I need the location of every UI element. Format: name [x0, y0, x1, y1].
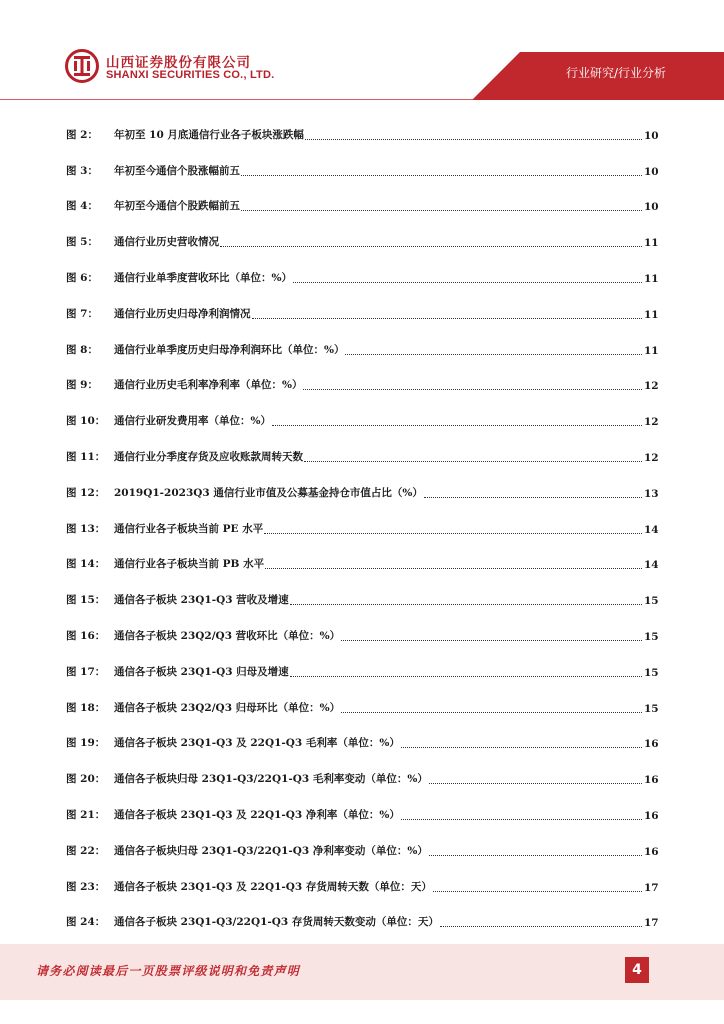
- toc-entry-title: 通信各子板块 23Q1-Q3 归母及增速: [114, 665, 289, 678]
- toc-entry[interactable]: [66, 189, 658, 225]
- toc-entry[interactable]: [66, 224, 658, 260]
- toc-entry-page: 12: [644, 416, 659, 429]
- page-header: [0, 0, 724, 100]
- toc-dot-leader: [272, 424, 642, 426]
- toc-entry-label: 图 13：: [66, 522, 106, 535]
- footer-disclaimer: 请务必阅读最后一页股票评级说明和免责声明: [36, 964, 301, 978]
- page-number: 4: [625, 957, 649, 983]
- toc-entry[interactable]: [66, 117, 658, 153]
- toc-dot-leader: [401, 746, 642, 748]
- toc-entry-label: 图 16：: [66, 629, 106, 642]
- toc-dot-leader: [424, 496, 642, 498]
- toc-entry-title: 通信行业历史归母净利润情况: [114, 307, 251, 320]
- toc-entry-page: 16: [644, 738, 659, 751]
- toc-entry-label: 图 10：: [66, 415, 106, 428]
- toc-entry-label: 图 15：: [66, 594, 106, 607]
- company-logo-icon: [65, 49, 99, 83]
- toc-entry[interactable]: [66, 260, 658, 296]
- toc-entry-page: 11: [644, 308, 659, 321]
- toc-entry-label: 图 19：: [66, 737, 106, 750]
- toc-entry-page: 11: [644, 272, 659, 285]
- toc-entry-label: 图 22：: [66, 844, 106, 857]
- toc-entry-page: 15: [644, 630, 659, 643]
- toc-entry-label: 图 14：: [66, 558, 106, 571]
- toc-entry-label: 图 4：: [66, 200, 98, 213]
- toc-dot-leader: [264, 532, 642, 534]
- toc-dot-leader: [341, 711, 642, 713]
- toc-dot-leader: [304, 460, 642, 462]
- figure-list: [66, 117, 658, 940]
- toc-entry-page: 16: [644, 845, 659, 858]
- toc-dot-leader: [293, 281, 642, 283]
- toc-entry[interactable]: [66, 439, 658, 475]
- toc-entry-page: 17: [644, 917, 659, 930]
- toc-entry[interactable]: [66, 403, 658, 439]
- toc-dot-leader: [433, 890, 642, 892]
- toc-entry[interactable]: [66, 654, 658, 690]
- toc-entry-title: 年初至 10 月底通信行业各子板块涨跌幅: [114, 128, 304, 141]
- toc-dot-leader: [290, 675, 642, 677]
- toc-entry-label: 图 21：: [66, 808, 106, 821]
- toc-entry-page: 11: [644, 344, 659, 357]
- toc-entry[interactable]: [66, 475, 658, 511]
- toc-entry-label: 图 17：: [66, 665, 106, 678]
- toc-entry-page: 14: [644, 559, 659, 572]
- toc-entry-label: 图 5：: [66, 236, 98, 249]
- toc-entry-label: 图 3：: [66, 164, 98, 177]
- toc-entry-label: 图 7：: [66, 307, 98, 320]
- toc-entry[interactable]: [66, 761, 658, 797]
- toc-dot-leader: [220, 245, 642, 247]
- toc-entry-title: 通信各子板块 23Q2/Q3 营收环比（单位：%）: [114, 629, 341, 642]
- toc-dot-leader: [252, 317, 643, 319]
- toc-entry[interactable]: [66, 905, 658, 941]
- toc-entry-title: 通信各子板块归母 23Q1-Q3/22Q1-Q3 净利率变动（单位：%）: [114, 844, 428, 857]
- company-name-en: SHANXI SECURITIES CO., LTD.: [106, 69, 275, 81]
- toc-entry[interactable]: [66, 869, 658, 905]
- toc-entry-label: 图 9：: [66, 379, 98, 392]
- toc-entry-title: 通信行业单季度营收环比（单位：%）: [114, 271, 292, 284]
- toc-entry-title: 通信行业研发费用率（单位：%）: [114, 415, 271, 428]
- toc-dot-leader: [290, 603, 642, 605]
- toc-entry[interactable]: [66, 153, 658, 189]
- toc-dot-leader: [440, 925, 642, 927]
- toc-entry-page: 15: [644, 702, 659, 715]
- toc-entry-page: 15: [644, 666, 659, 679]
- toc-entry-label: 图 23：: [66, 880, 106, 893]
- toc-entry-title: 通信行业各子板块当前 PB 水平: [114, 558, 265, 571]
- toc-entry[interactable]: [66, 368, 658, 404]
- toc-entry-label: 图 8：: [66, 343, 98, 356]
- toc-entry-title: 2019Q1-2023Q3 通信行业市值及公募基金持仓市值占比（%）: [114, 486, 423, 499]
- toc-entry-page: 14: [644, 523, 659, 536]
- toc-entry-label: 图 20：: [66, 773, 106, 786]
- report-category: 行业研究/行业分析: [565, 66, 666, 80]
- toc-dot-leader: [345, 353, 642, 355]
- toc-entry-title: 通信各子板块 23Q1-Q3 及 22Q1-Q3 毛利率（单位：%）: [114, 737, 400, 750]
- toc-entry[interactable]: [66, 833, 658, 869]
- toc-entry-label: 图 24：: [66, 916, 106, 929]
- toc-dot-leader: [265, 567, 642, 569]
- toc-dot-leader: [401, 818, 642, 820]
- toc-entry-page: 10: [644, 129, 659, 142]
- toc-entry[interactable]: [66, 582, 658, 618]
- toc-entry-title: 通信行业各子板块当前 PE 水平: [114, 522, 264, 535]
- toc-entry-label: 图 12：: [66, 486, 106, 499]
- toc-entry-title: 通信行业历史营收情况: [114, 236, 219, 249]
- toc-entry-page: 15: [644, 595, 659, 608]
- toc-entry-title: 通信各子板块 23Q2/Q3 归母环比（单位：%）: [114, 701, 341, 714]
- toc-entry-title: 年初至今通信个股跌幅前五: [114, 200, 240, 213]
- toc-entry[interactable]: [66, 726, 658, 762]
- toc-dot-leader: [429, 854, 642, 856]
- toc-entry-page: 10: [644, 165, 659, 178]
- toc-entry-page: 17: [644, 881, 659, 894]
- toc-entry-page: 10: [644, 201, 659, 214]
- toc-entry[interactable]: [66, 547, 658, 583]
- toc-dot-leader: [241, 174, 642, 176]
- toc-entry[interactable]: [66, 690, 658, 726]
- toc-dot-leader: [241, 209, 642, 211]
- header-banner: [0, 0, 724, 100]
- toc-entry-title: 通信各子板块 23Q1-Q3 及 22Q1-Q3 存货周转天数（单位：天）: [114, 880, 432, 893]
- toc-dot-leader: [341, 639, 642, 641]
- toc-entry-title: 通信各子板块 23Q1-Q3 及 22Q1-Q3 净利率（单位：%）: [114, 808, 400, 821]
- toc-entry-title: 年初至今通信个股涨幅前五: [114, 164, 240, 177]
- toc-entry-title: 通信行业单季度历史归母净利润环比（单位：%）: [114, 343, 345, 356]
- toc-entry-label: 图 6：: [66, 271, 98, 284]
- toc-entry[interactable]: [66, 797, 658, 833]
- toc-entry-page: 11: [644, 237, 659, 250]
- toc-entry-title: 通信各子板块 23Q1-Q3/22Q1-Q3 存货周转天数变动（单位：天）: [114, 916, 439, 929]
- toc-entry-page: 13: [644, 487, 659, 500]
- toc-entry-page: 16: [644, 809, 659, 822]
- toc-entry-page: 16: [644, 774, 659, 787]
- toc-entry[interactable]: [66, 332, 658, 368]
- toc-entry-title: 通信各子板块 23Q1-Q3 营收及增速: [114, 594, 289, 607]
- toc-entry-page: 12: [644, 380, 659, 393]
- toc-entry-label: 图 2：: [66, 128, 98, 141]
- toc-entry[interactable]: [66, 296, 658, 332]
- toc-entry-title: 通信行业历史毛利率净利率（单位：%）: [114, 379, 303, 392]
- toc-entry-label: 图 11：: [66, 450, 106, 463]
- company-name-cn: 山西证券股份有限公司: [106, 55, 251, 71]
- toc-entry[interactable]: [66, 618, 658, 654]
- toc-entry-title: 通信行业分季度存货及应收账款周转天数: [114, 450, 303, 463]
- toc-dot-leader: [429, 782, 642, 784]
- toc-entry-page: 12: [644, 451, 659, 464]
- toc-entry-title: 通信各子板块归母 23Q1-Q3/22Q1-Q3 毛利率变动（单位：%）: [114, 773, 428, 786]
- toc-dot-leader: [305, 138, 642, 140]
- toc-dot-leader: [303, 388, 642, 390]
- toc-entry[interactable]: [66, 511, 658, 547]
- toc-entry-label: 图 18：: [66, 701, 106, 714]
